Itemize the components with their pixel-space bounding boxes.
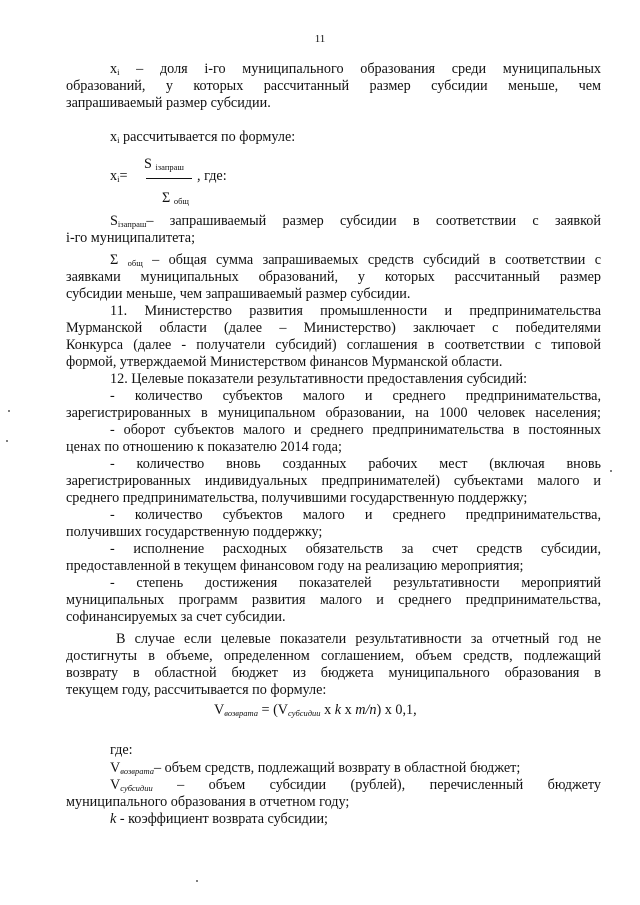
v-subsidy-definition-line-1: $V_{субсидии}$ – объем субсидии (рублей), перечисленный бюджету	[110, 777, 601, 793]
scan-speck	[6, 440, 8, 442]
xi-definition-line-2: образований, у которых рассчитанный размер субсидии меньше, чем	[66, 78, 601, 94]
page-number: 11	[314, 33, 326, 45]
s-definition-line-2: i-го муниципалитета;	[66, 230, 196, 246]
p11-line-3: Конкурса (далее - получатели субсидий) соглашения в соответствии с типовой	[66, 337, 601, 353]
sigma-definition-line-2: заявками муниципальных образований, у которых рассчитанный размер	[66, 269, 601, 285]
item-2-line-2: ценах по отношению к показателю 2014 года;	[66, 439, 342, 455]
where-label: где:	[110, 742, 133, 758]
case-line-2: достигнуты в объеме, определенном соглашением, объем средств, подлежащий	[66, 648, 601, 664]
item-4-line-1: - количество субъектов малого и среднего предпринимательства,	[110, 507, 601, 523]
p11-line-2: Мурманской области (далее – Министерство) заключает с победителями	[66, 320, 601, 336]
scan-speck	[610, 470, 612, 472]
formula-tail: , где:	[197, 168, 227, 184]
p11-line-4: формой, утверждаемой Министерством финансов Мурманской области.	[66, 354, 503, 370]
p12-heading: 12. Целевые показатели результативности предоставления субсидий:	[110, 371, 528, 387]
xi-definition-line-1: $x_i$ – доля i-го муниципального образования среди муниципальных	[110, 61, 601, 77]
item-4-line-2: получивших государственную поддержку;	[66, 524, 323, 540]
item-3-line-1: - количество вновь созданных рабочих мест (включая вновь	[110, 456, 601, 472]
formula-denominator: Σ $_{общ}$	[162, 190, 189, 206]
scan-speck	[8, 410, 10, 412]
item-6-line-2: муниципальных программ развития малого и среднего предпринимательства,	[66, 592, 601, 608]
case-line-4: текущем году, рассчитывается по формуле:	[66, 682, 327, 698]
case-line-1: В случае если целевые показатели результативности за отчетный год не	[116, 631, 601, 647]
item-2-line-1: - оборот субъектов малого и среднего предпринимательства в постоянных	[110, 422, 601, 438]
p11-line-1: 11. Министерство развития промышленности и предпринимательства	[110, 303, 601, 319]
xi-formula-intro: $x_i$ рассчитывается по формуле:	[110, 129, 296, 145]
item-6-line-1: - степень достижения показателей результативности мероприятий	[110, 575, 601, 591]
item-6-line-3: софинансируемых за счет субсидии.	[66, 609, 286, 625]
fraction-bar	[146, 178, 192, 179]
xi-definition-line-3: запрашиваемый размер субсидии.	[66, 95, 271, 111]
s-definition-line-1: $S_{iзапраш}-$ запрашиваемый размер субсидии в соответствии с заявкой	[110, 213, 601, 229]
formula-lhs: $x_i=$	[110, 168, 128, 184]
scan-speck	[196, 880, 198, 882]
case-line-3: возврату в областной бюджет из бюджета муниципального образования в	[66, 665, 601, 681]
item-3-line-2: зарегистрированных индивидуальных предпринимателей) субъектами малого и	[66, 473, 601, 489]
sigma-definition-line-3: субсидии меньше, чем запрашиваемый размер субсидии.	[66, 286, 411, 302]
item-1-line-1: - количество субъектов малого и среднего предпринимательства,	[110, 388, 601, 404]
v-subsidy-definition-line-2: муниципального образования в отчетном году;	[66, 794, 350, 810]
formula-numerator: S $_{iзапраш}$	[144, 156, 184, 172]
item-5-line-1: - исполнение расходных обязательств за счет средств субсидии,	[110, 541, 601, 557]
item-5-line-2: предоставленной в текущем финансовом году на реализацию мероприятия;	[66, 558, 524, 574]
item-3-line-3: среднего предпринимательства, получившими государственную поддержку;	[66, 490, 528, 506]
item-1-line-2: зарегистрированных в муниципальном образовании, на 1000 человек населения;	[66, 405, 601, 421]
v-return-definition: $V_{возврата}-$ объем средств, подлежащий возврату в областной бюджет;	[110, 760, 521, 776]
return-formula: $V_{возврата} = (V_{субсидии}$ х k х m/n) х 0,1,	[214, 702, 417, 718]
k-definition: k - коэффициент возврата субсидии;	[110, 811, 329, 827]
sigma-definition-line-1: Σ $_{общ}$ – общая сумма запрашиваемых средств субсидий в соответствии с	[110, 252, 601, 268]
